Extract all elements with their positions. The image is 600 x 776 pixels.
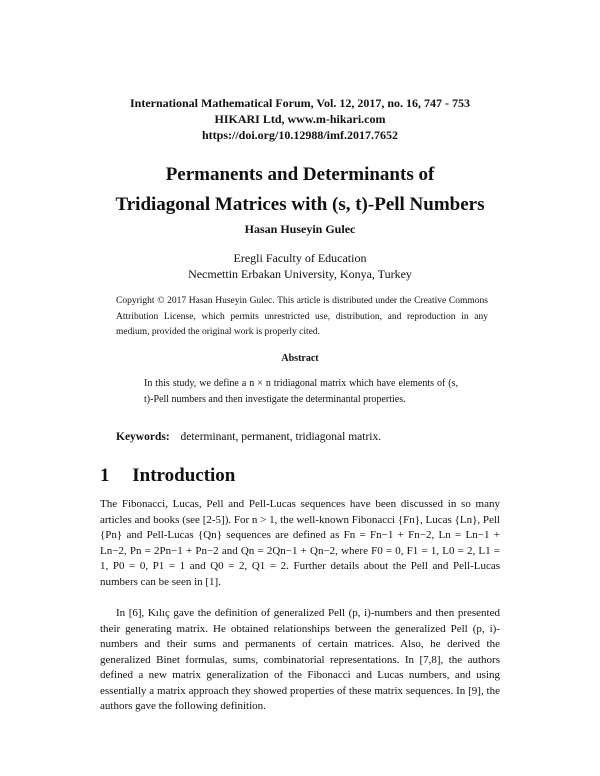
affiliation-line-1: Eregli Faculty of Education: [233, 251, 367, 265]
journal-citation: International Mathematical Forum, Vol. 12, 2017, no. 16, 747 - 753: [130, 96, 470, 110]
intro-paragraph-1: The Fibonacci, Lucas, Pell and Pell-Lucas sequences have been discussed in so many articles and books (see [2-5]). For n > 1, the well-known Fibonacci {Fn}, Lucas {Ln}, Pell {Pn} and Pell-Lucas {Qn} sequences are defined as Fn = Fn−1 + Fn−2, Ln = Ln−1 + Ln−2, Pn = 2Pn−1 + Pn−2 and Qn = 2Qn−1 + Qn−2, where F0 = 0, F1 = 1, L0 = 2, L1 = 1, P0 = 0, P1 = 1 and Q0 = 2, Q1 = 2. Further details about the Pell and Pell-Lucas numbers can be seen in [1].: [100, 498, 500, 588]
author-name: Hasan Huseyin Gulec: [244, 222, 356, 236]
copyright-notice: Copyright © 2017 Hasan Huseyin Gulec. This article is distributed under the Creative Commons Attribution License, which permits unrestricted use, distribution, and reproduction in any medium, provided the original work is properly cited.: [116, 296, 488, 337]
section-number: 1: [100, 465, 110, 486]
keywords-value: determinant, permanent, tridiagonal matrix.: [180, 431, 382, 443]
publisher-line: HIKARI Ltd, www.m-hikari.com: [214, 112, 386, 126]
section-title: Introduction: [132, 465, 236, 486]
paper-title: [60, 160, 540, 220]
keywords: [116, 431, 496, 443]
abstract-body: In this study, we define a n × n tridiagonal matrix which have elements of (s, t)-Pell numbers and then investigate the determinantal properties.: [144, 378, 458, 405]
affiliation-line-2: Necmettin Erbakan University, Konya, Turkey: [188, 267, 412, 281]
journal-header: [80, 95, 520, 143]
title-line-2: Tridiagonal Matrices with (s, t)-Pell Numbers: [115, 194, 485, 215]
affiliation: [100, 250, 500, 282]
title-line-1: Permanents and Determinants of: [165, 164, 435, 185]
keywords-label: Keywords:: [116, 431, 170, 443]
doi-link[interactable]: https://doi.org/10.12988/imf.2017.7652: [201, 128, 398, 142]
intro-paragraph-2: In [6], Kılıç gave the definition of generalized Pell (p, i)-numbers and then presented their generating matrix. He obtained relationships between the generalized Pell (p, i)-numbers and their sums and permanents of certain matrices. Also, he derived the generalized Binet formulas, sums, combinatorial representations. In [7,8], the authors defined a new matrix generalization of the Fibonacci and Lucas numbers, and using essentially a matrix approach they showed properties of these matrix sequences. In [9], the authors gave the following definition.: [100, 607, 500, 712]
abstract-heading: Abstract: [281, 353, 319, 364]
section-heading: [100, 465, 235, 487]
